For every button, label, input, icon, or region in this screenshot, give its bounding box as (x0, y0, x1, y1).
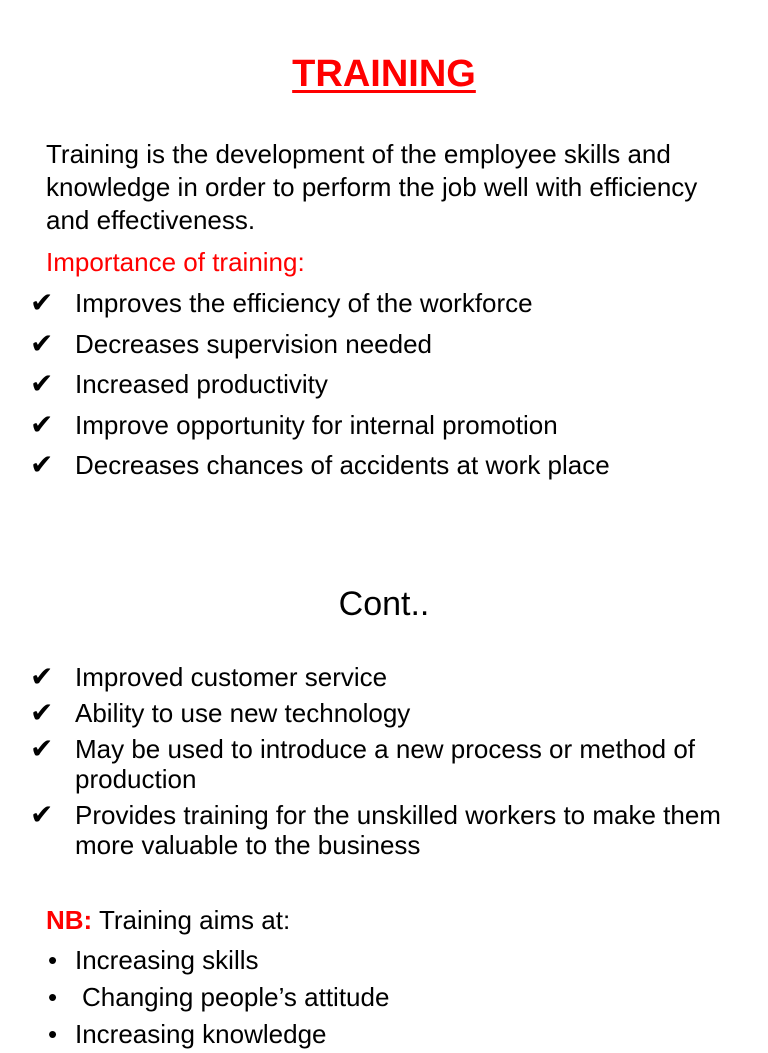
intro-paragraph: Training is the development of the employee skills and knowledge in order to perform the job well with efficiency and effectiveness. (46, 139, 698, 235)
checkmark-icon: ✔ (30, 732, 54, 765)
list-item-label: Ability to use new technology (75, 698, 411, 728)
bullet-icon: • (48, 1019, 58, 1049)
checkmark-icon: ✔ (30, 326, 54, 360)
checkmark-icon: ✔ (30, 367, 54, 400)
bullet-icon: • (48, 982, 58, 1012)
list-item-label: Changing people’s attitude (82, 982, 390, 1012)
list-item-label: Improves the efficiency of the workforce (75, 288, 533, 318)
checkmark-icon: ✔ (30, 448, 54, 481)
list-item-label: Increasing knowledge (75, 1019, 327, 1049)
list-item (30, 288, 750, 318)
cont-heading: Cont.. (338, 585, 430, 623)
list-item-label: Increasing skills (75, 945, 259, 975)
page-title: TRAINING (292, 53, 476, 95)
list-item-label: Improve opportunity for internal promotion (75, 409, 558, 440)
checkmark-icon: ✔ (30, 798, 54, 831)
aims-list (46, 942, 746, 1053)
importance-heading: Importance of training: (46, 247, 305, 277)
list-item (30, 800, 750, 860)
list-item-label: Decreases chances of accidents at work place (75, 450, 610, 480)
cont-list (30, 662, 750, 866)
checkmark-icon: ✔ (30, 696, 54, 729)
list-item (46, 1016, 746, 1053)
list-item-label: Decreases supervision needed (75, 328, 432, 359)
nb-note (46, 904, 290, 937)
checkmark-icon: ✔ (30, 286, 54, 319)
list-item-label: Improved customer service (75, 662, 388, 692)
nb-label: NB: (46, 905, 93, 935)
nb-text: Training aims at: (92, 905, 291, 935)
list-item (30, 369, 750, 399)
list-item-label: Increased productivity (75, 369, 328, 399)
list-item (30, 698, 750, 728)
list-item (30, 734, 750, 794)
list-item-label: May be used to introduce a new process or method of production (75, 734, 696, 794)
list-item-label: Provides training for the unskilled workers to make them more valuable to the business (75, 800, 721, 860)
list-item (30, 662, 750, 692)
bullet-icon: • (48, 945, 58, 975)
list-item (30, 450, 750, 480)
list-item (46, 979, 746, 1016)
list-item (30, 407, 750, 441)
checkmark-icon: ✔ (30, 660, 54, 693)
checkmark-icon: ✔ (30, 407, 54, 441)
list-item (46, 942, 746, 979)
importance-list (30, 288, 750, 491)
list-item (30, 326, 750, 360)
